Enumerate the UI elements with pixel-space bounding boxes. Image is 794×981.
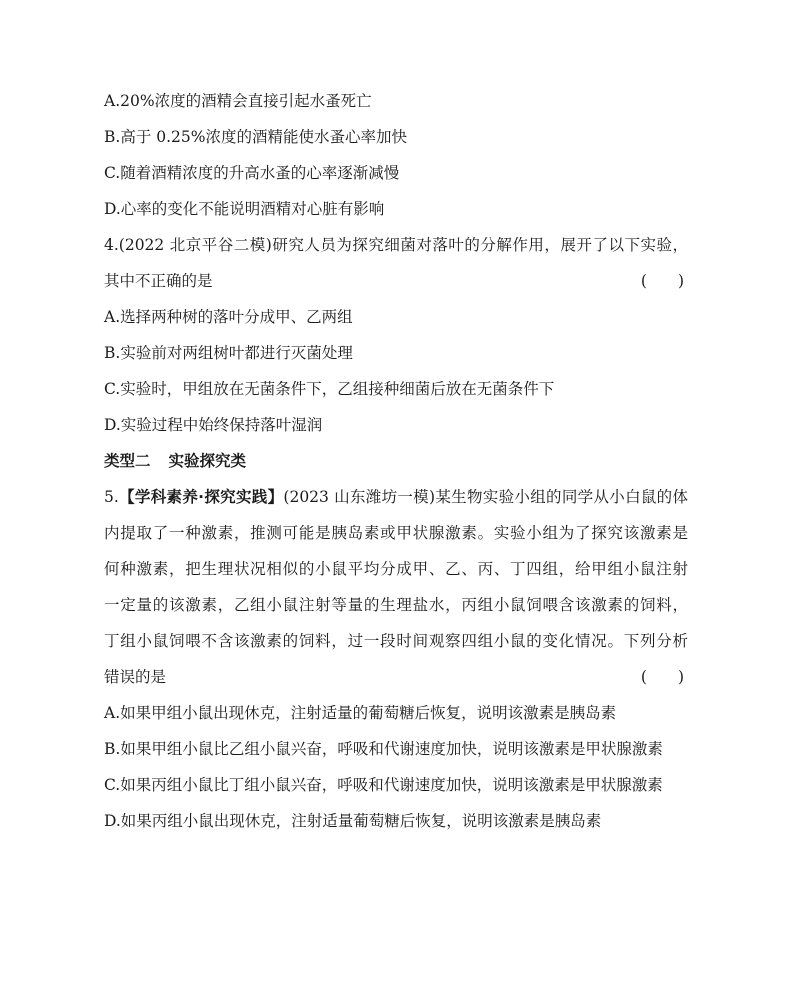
q3-option-c: C.随着酒精浓度的升高水蚤的心率逐渐减慢 — [104, 164, 400, 182]
q5-stem-text: (2023 山东潍坊一模)某生物实验小组的同学从小白鼠的体 — [283, 488, 688, 506]
q5-stem-line: 内提取了一种激素，推测可能是胰岛素或甲状腺激素。实验小组为了探究该激素是 — [104, 524, 688, 542]
q3-option-a: A.20%浓度的酒精会直接引起水蚤死亡 — [104, 92, 372, 110]
q4-option-b: B.实验前对两组树叶都进行灭菌处理 — [104, 344, 353, 362]
q5-tag: 【学科素养·探究实践】 — [118, 488, 284, 506]
q4-option-a: A.选择两种树的落叶分成甲、乙两组 — [104, 308, 353, 326]
q3-option-d: D.心率的变化不能说明酒精对心脏有影响 — [104, 200, 385, 218]
q4-answer-bracket: ( ) — [640, 272, 684, 290]
section-heading — [104, 446, 688, 482]
q5-answer-bracket: ( ) — [640, 668, 684, 686]
q4-stem-line: 4.(2022 北京平谷二模)研究人员为探究细菌对落叶的分解作用，展开了以下实验， — [104, 236, 688, 254]
q5-option-c: C.如果丙组小鼠比丁组小鼠兴奋，呼吸和代谢速度加快，说明该激素是甲状腺激素 — [104, 776, 663, 794]
q4-stem-end — [104, 266, 688, 302]
q5-stem-end — [104, 662, 688, 698]
q5-stem-line: 一定量的该激素，乙组小鼠注射等量的生理盐水，丙组小鼠饲喂含该激素的饲料， — [104, 596, 688, 614]
q4-option-c: C.实验时，甲组放在无菌条件下，乙组接种细菌后放在无菌条件下 — [104, 380, 555, 398]
q4-stem — [104, 230, 688, 266]
q4-option-d: D.实验过程中始终保持落叶湿润 — [104, 416, 323, 434]
section-title: 实验探究类 — [168, 452, 247, 470]
question-3-options — [104, 86, 688, 230]
q5-option-d: D.如果丙组小鼠出现休克，注射适量葡萄糖后恢复，说明该激素是胰岛素 — [104, 812, 602, 830]
q4-stem-line: 其中不正确的是 — [104, 272, 213, 290]
q5-stem — [104, 482, 688, 662]
q5-stem-line: 错误的是 — [104, 668, 167, 686]
question-5 — [104, 482, 688, 842]
q3-option-b: B.高于 0.25%浓度的酒精能使水蚤心率加快 — [104, 128, 407, 146]
q5-option-a: A.如果甲组小鼠出现休克，注射适量的葡萄糖后恢复，说明该激素是胰岛素 — [104, 704, 617, 722]
q5-number: 5. — [104, 488, 119, 506]
q5-stem-line: 丁组小鼠饲喂不含该激素的饲料，过一段时间观察四组小鼠的变化情况。下列分析 — [104, 632, 688, 650]
q5-stem-line: 何种激素，把生理状况相似的小鼠平均分成甲、乙、丙、丁四组，给甲组小鼠注射 — [104, 560, 688, 578]
question-4 — [104, 230, 688, 446]
q5-stem-line — [104, 482, 688, 518]
section-type-label: 类型二 — [104, 452, 151, 470]
q5-option-b: B.如果甲组小鼠比乙组小鼠兴奋，呼吸和代谢速度加快，说明该激素是甲状腺激素 — [104, 740, 663, 758]
document-page — [104, 86, 688, 842]
